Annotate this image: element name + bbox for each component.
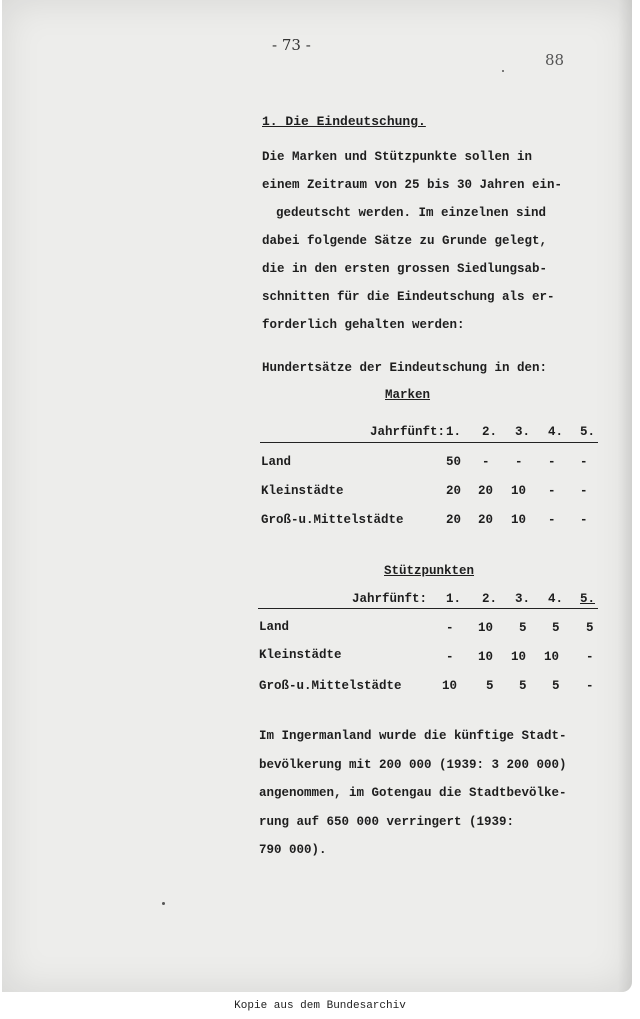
stuetzpunkte-period-3: 3. xyxy=(515,592,531,606)
paper-speck xyxy=(162,902,165,905)
section-title: 1. Die Eindeutschung. xyxy=(262,114,426,129)
stuetzpunkte-cell: - xyxy=(586,679,594,693)
marken-period-2: 2. xyxy=(482,425,498,439)
marken-cell: - xyxy=(548,455,556,469)
marken-row-label: Land xyxy=(261,455,292,469)
paper-speck xyxy=(502,70,504,72)
marken-cell: 50 xyxy=(446,455,462,469)
stuetzpunkte-cell: 5 xyxy=(586,621,594,635)
stuetzpunkte-header-rule xyxy=(258,608,598,609)
marken-period-5: 5. xyxy=(580,425,596,439)
closing-line: angenommen, im Gotengau die Stadtbevölke- xyxy=(259,786,567,800)
marken-cell: - xyxy=(580,484,588,498)
stuetzpunkte-cell: 10 xyxy=(478,650,494,664)
stuetzpunkte-cell: 10 xyxy=(511,650,527,664)
archive-caption: Kopie aus dem Bundesarchiv xyxy=(234,1000,406,1012)
closing-line: Im Ingermanland wurde die künftige Stadt- xyxy=(259,729,567,743)
marken-period-3: 3. xyxy=(515,425,531,439)
intro-line: gedeutscht werden. Im einzelnen sind xyxy=(276,206,547,220)
page-number: - 73 - xyxy=(272,36,311,54)
percent-heading: Hundertsätze der Eindeutschung in den: xyxy=(262,361,548,375)
stuetzpunkte-period-1: 1. xyxy=(446,592,462,606)
marken-cell: 10 xyxy=(511,513,527,527)
closing-line: rung auf 650 000 verringert (1939: xyxy=(259,815,515,829)
marken-cell: 10 xyxy=(511,484,527,498)
marken-cell: 20 xyxy=(478,484,494,498)
closing-line: bevölkerung mit 200 000 (1939: 3 200 000) xyxy=(259,758,567,772)
archive-page-number: 88 xyxy=(545,51,565,69)
marken-table-title: Marken xyxy=(385,388,431,402)
stuetzpunkte-cell: - xyxy=(446,621,454,635)
stuetzpunkte-cell: - xyxy=(586,650,594,664)
stuetzpunkte-cell: 10 xyxy=(544,650,560,664)
marken-cell: - xyxy=(548,484,556,498)
stuetzpunkte-row-label: Kleinstädte xyxy=(259,648,342,662)
marken-cell: - xyxy=(580,455,588,469)
intro-line: schnitten für die Eindeutschung als er- xyxy=(262,290,555,304)
intro-line: forderlich gehalten werden: xyxy=(262,318,465,332)
stuetzpunkte-row-label: Land xyxy=(259,620,290,634)
stuetzpunkte-cell: 5 xyxy=(519,679,527,693)
stuetzpunkte-cell: 5 xyxy=(552,679,560,693)
marken-cell: - xyxy=(482,455,490,469)
marken-cell: 20 xyxy=(446,484,462,498)
stuetzpunkte-cell: 5 xyxy=(519,621,527,635)
stuetzpunkte-cell: 10 xyxy=(478,621,494,635)
marken-header-rule xyxy=(260,442,598,443)
intro-line: dabei folgende Sätze zu Grunde gelegt, xyxy=(262,234,548,248)
stuetzpunkte-cell: 10 xyxy=(442,679,458,693)
stuetzpunkte-row-label: Groß-u.Mittelstädte xyxy=(259,679,402,693)
marken-cell: 20 xyxy=(478,513,494,527)
marken-cell: 20 xyxy=(446,513,462,527)
stuetzpunkte-period-5: 5. xyxy=(580,592,596,606)
stuetzpunkte-cell: - xyxy=(446,650,454,664)
marken-row-label: Groß-u.Mittelstädte xyxy=(261,513,404,527)
intro-line: die in den ersten grossen Siedlungsab- xyxy=(262,262,548,276)
closing-line: 790 000). xyxy=(259,843,327,857)
marken-cell: - xyxy=(580,513,588,527)
marken-cell: - xyxy=(548,513,556,527)
marken-row-label: Kleinstädte xyxy=(261,484,344,498)
marken-period-1: 1. xyxy=(446,425,462,439)
stuetzpunkte-period-2: 2. xyxy=(482,592,498,606)
stuetzpunkte-period-4: 4. xyxy=(548,592,564,606)
intro-line: Die Marken und Stützpunkte sollen in xyxy=(262,150,533,164)
stuetzpunkte-table-title: Stützpunkten xyxy=(384,564,475,578)
marken-cell: - xyxy=(515,455,523,469)
stuetzpunkte-cell: 5 xyxy=(552,621,560,635)
marken-period-4: 4. xyxy=(548,425,564,439)
marken-period-label: Jahrfünft: xyxy=(370,425,446,439)
stuetzpunkte-cell: 5 xyxy=(486,679,494,693)
stuetzpunkte-period-label: Jahrfünft: xyxy=(352,592,428,606)
intro-line: einem Zeitraum von 25 bis 30 Jahren ein- xyxy=(262,178,563,192)
